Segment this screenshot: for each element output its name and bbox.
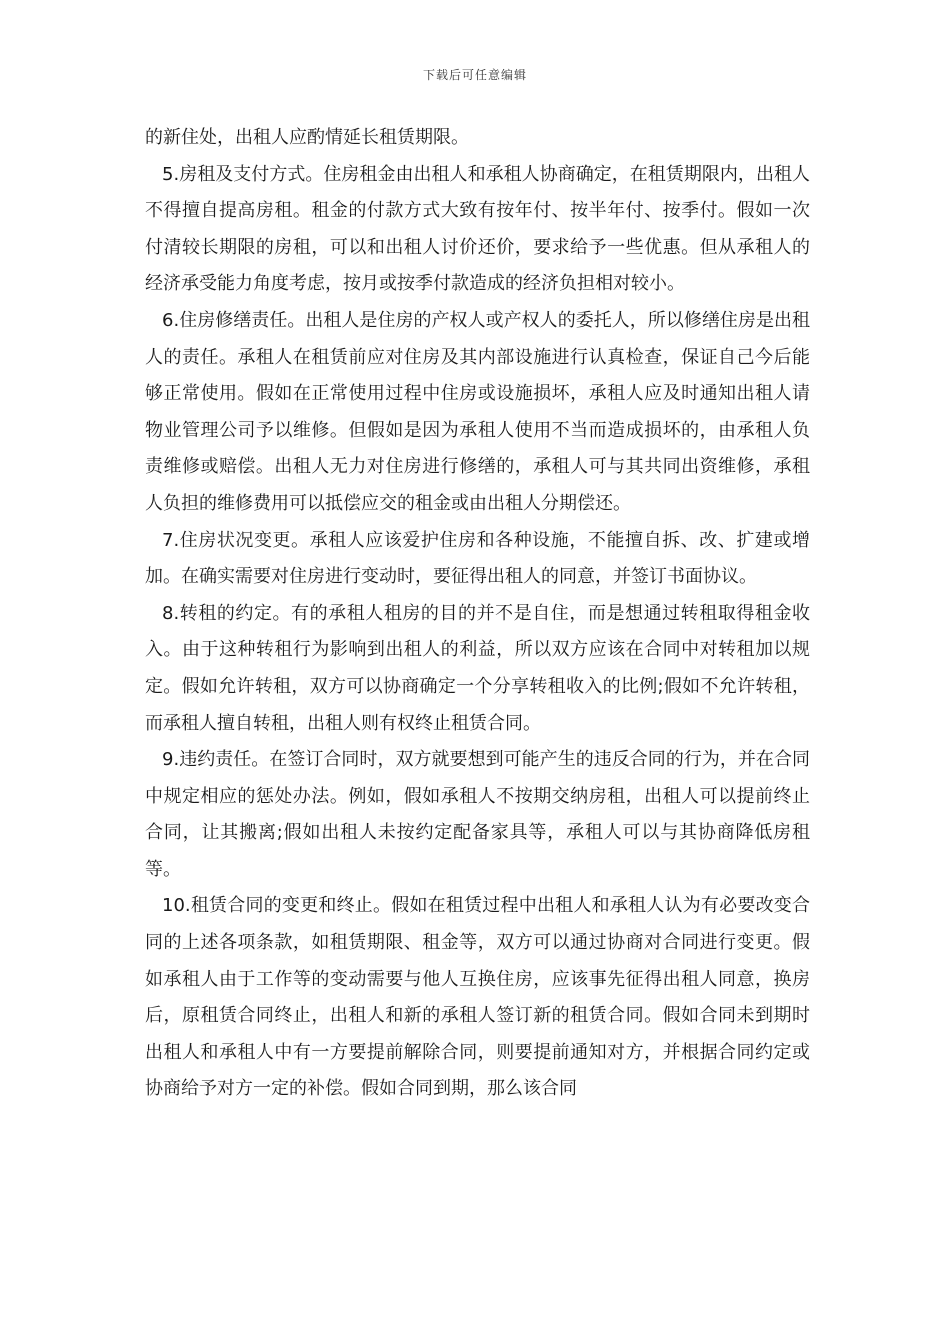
paragraph-breach-liability: 9.违约责任。在签订合同时，双方就要想到可能产生的违反合同的行为，并在合同中规定相应的惩处办法。例如，假如承租人不按期交纳房租，出租人可以提前终止合同，让其搬离;假如出租人未按约定配备家具等，承租人可以与其协商降低房租等。 <box>145 749 810 880</box>
paragraph-housing-changes: 7.住房状况变更。承租人应该爱护住房和各种设施，不能擅自拆、改、扩建或增加。在确实需要对住房进行变动时，要征得出租人的同意，并签订书面协议。 <box>145 529 810 588</box>
paragraph-rent-payment: 5.房租及支付方式。住房租金由出租人和承租人协商确定，在租赁期限内，出租人不得擅自提高房租。租金的付款方式大致有按年付、按半年付、按季付。假如一次付清较长期限的房租，可以和出租人讨价还价，要求给予一些优惠。但从承租人的经济承受能力角度考虑，按月或按季付款造成的经济负担相对较小。 <box>145 163 810 295</box>
document-body <box>145 120 810 1108</box>
paragraph-contract-change-termination: 10.租赁合同的变更和终止。假如在租赁过程中出租人和承租人认为有必要改变合同的上述各项条款，如租赁期限、租金等，双方可以通过协商对合同进行变更。假如承租人由于工作等的变动需要与他人互换住房，应该事先征得出租人同意，换房后，原租赁合同终止，出租人和新的承租人签订新的租赁合同。假如合同未到期时出租人和承租人中有一方要提前解除合同，则要提前通知对方，并根据合同约定或协商给予对方一定的补偿。假如合同到期，那么该合同 <box>145 895 810 1100</box>
paragraph-repair-responsibility: 6.住房修缮责任。出租人是住房的产权人或产权人的委托人，所以修缮住房是出租人的责任。承租人在租赁前应对住房及其内部设施进行认真检查，保证自己今后能够正常使用。假如在正常使用过程中住房或设施损坏，承租人应及时通知出租人请物业管理公司予以维修。但假如是因为承租人使用不当而造成损坏的，由承租人负责维修或赔偿。出租人无力对住房进行修缮的，承租人可与其共同出资维修，承租人负担的维修费用可以抵偿应交的租金或由出租人分期偿还。 <box>145 309 810 514</box>
header-note: 下载后可任意编辑 <box>422 68 527 82</box>
paragraph-continuation: 的新住处，出租人应酌情延长租赁期限。 <box>145 127 469 148</box>
paragraph-sublease: 8.转租的约定。有的承租人租房的目的并不是自住，而是想通过转租取得租金收入。由于这种转租行为影响到出租人的利益，所以双方应该在合同中对转租加以规定。假如允许转租，双方可以协商确定一个分享转租收入的比例;假如不允许转租，而承租人擅自转租，出租人则有权终止租赁合同。 <box>145 602 810 734</box>
